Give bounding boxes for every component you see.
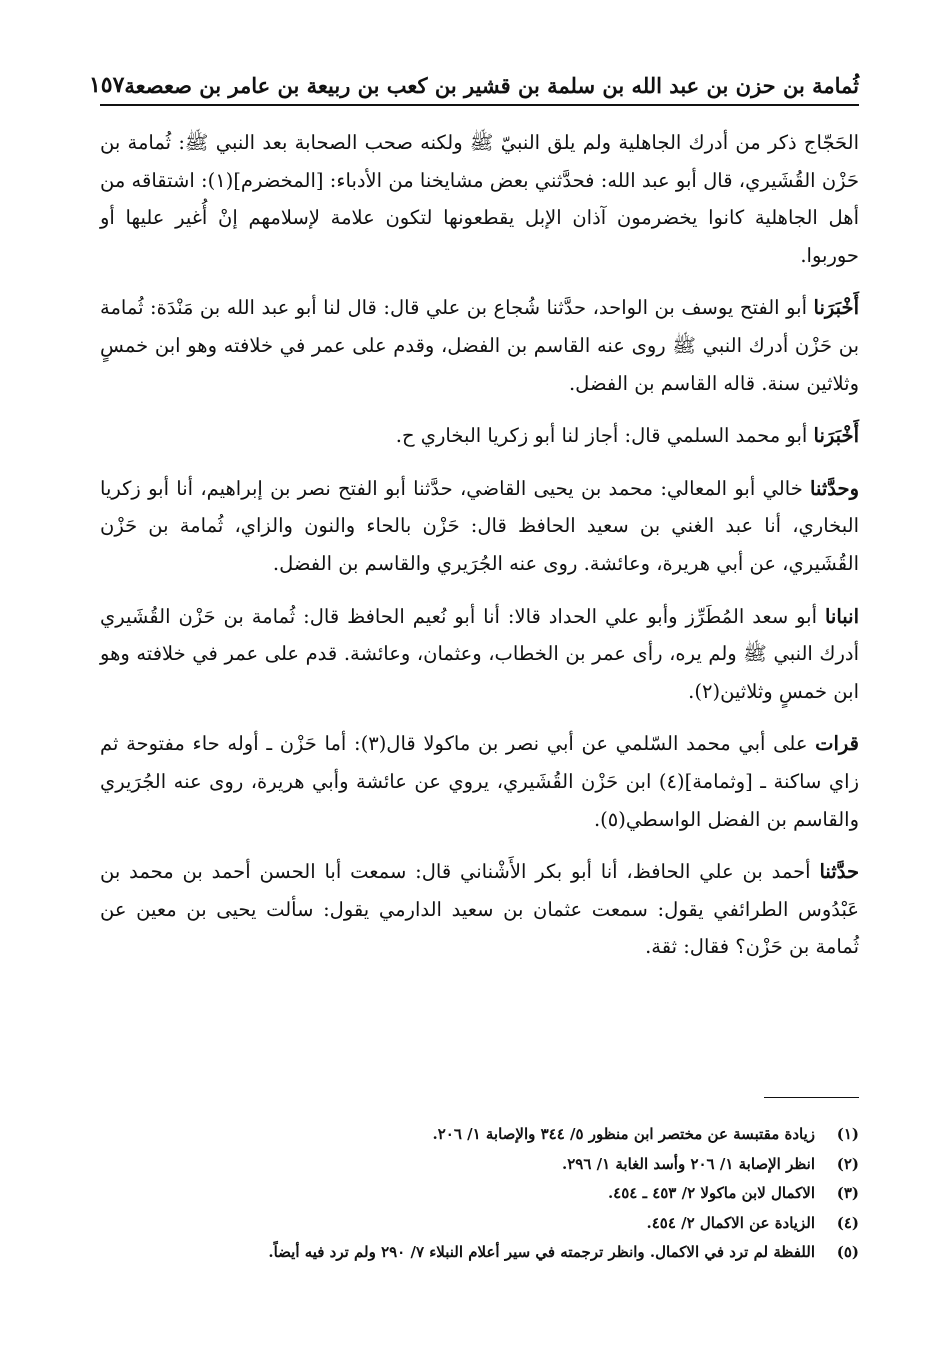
footnote-number: (١) bbox=[836, 1125, 859, 1143]
paragraph-text: خالي أبو المعالي: محمد بن يحيى القاضي، حدَّثنا أبو الفتح نصر بن إبراهيم، أنا أبو زكريا البخاري، أنا عبد الغني بن سعيد الحافظ قال: حَزْن بالحاء والنون والزاي، ثُمامة بن حَزْن القُشَيري، عن أبي هريرة، وعائشة. روى عنه الجُرَيري والقاسم بن الفضل. bbox=[100, 476, 859, 575]
footnote bbox=[100, 1120, 859, 1150]
paragraph-lead-word: أَخْبَرَنا bbox=[813, 296, 859, 320]
paragraph bbox=[100, 124, 859, 274]
footnote-text: زيادة مقتبسة عن مختصر ابن منظور ٥/ ٣٤٤ والإصابة ١/ ٢٠٦. bbox=[432, 1125, 815, 1143]
paragraph-lead-word: انبانا bbox=[824, 604, 859, 628]
paragraph bbox=[100, 853, 859, 966]
paragraph-lead-word: أَخْبَرَنا bbox=[813, 424, 859, 448]
paragraph bbox=[100, 289, 859, 402]
footnote bbox=[100, 1179, 859, 1209]
footnote bbox=[100, 1209, 859, 1239]
footnote-number: (٣) bbox=[836, 1184, 859, 1202]
footnote-number: (٢) bbox=[836, 1154, 859, 1173]
paragraph-lead-word: وحدَّثنا bbox=[810, 476, 859, 500]
paragraph-lead-word: قرات bbox=[815, 732, 859, 756]
page-number: ١٥٧ bbox=[88, 72, 125, 98]
paragraph bbox=[100, 470, 859, 583]
paragraph-text: على أبي محمد السّلمي عن أبي نصر بن ماكولا قال(٣): أما حَزْن ـ أوله حاء مفتوحة ثم زاي ساكنة ـ [وثمامة](٤) ابن حَزْن القُشَيري، يروي عن عائشة وأبي هريرة، روى عنه الجُرَيري والقاسم بن الفضل الواسطي(٥). bbox=[100, 732, 859, 831]
running-header bbox=[88, 58, 859, 98]
footnote-text: الاكمال لابن ماكولا ٢/ ٤٥٣ ـ ٤٥٤. bbox=[607, 1184, 815, 1202]
paragraph-text: أبو الفتح يوسف بن الواحد، حدَّثنا شُجاع بن علي قال: قال لنا أبو عبد الله بن مَنْدَة: ثُمامة بن حَزْن أدرك النبي ﷺ روى عنه القاسم بن الفضل، وقدم على عمر في خلافته وهو ابن خمسٍ وثلاثين سنة. قاله القاسم بن الفضل. bbox=[100, 296, 859, 395]
paragraph-text: أحمد بن علي الحافظ، أنا أبو بكر الأَشْناني قال: سمعت أبا الحسن أحمد بن محمد بن عَبْدُوس الطرائفي يقول: سمعت عثمان بن سعيد الدارمي يقول: سألت يحيى بن معين عن ثُمامة بن حَزْن؟ فقال: ثقة. bbox=[100, 860, 859, 959]
paragraph-text: الحَجّاج ذكر من أدرك الجاهلية ولم يلق النبيّ ﷺ ولكنه صحب الصحابة بعد النبي ﷺ: ثُمامة بن حَزْن القُشَيري، قال أبو عبد الله: فحدَّثني بعض مشايخنا من الأدباء: [المخضرم](١): اشتقاقه من أهل الجاهلية كانوا يخضرمون آذان الإبل يقطعونها لتكون علامة لإسلامهم إنْ أُغير عليها أو حوربوا. bbox=[100, 131, 859, 267]
footnote-text: الزيادة عن الاكمال ٢/ ٤٥٤. bbox=[646, 1213, 815, 1232]
footnote-separator bbox=[764, 1097, 859, 1098]
footnote-number: (٥) bbox=[836, 1243, 859, 1261]
paragraph-text: أبو سعد المُطَرِّز وأبو علي الحداد قالا: أنا أبو نُعيم الحافظ قال: ثُمامة بن حَزْن القُشَيري أدرك النبي ﷺ ولم يره، رأى عمر بن الخطاب، وعثمان، وعائشة. قدم على عمر في خلافته وهو ابن خمسٍ وثلاثين(٢). bbox=[100, 604, 859, 703]
header-rule bbox=[100, 104, 859, 106]
footnote-text: انظر الإصابة ١/ ٢٠٦ وأسد الغابة ١/ ٢٩٦. bbox=[561, 1154, 815, 1173]
running-title: ثُمامة بن حزن بن عبد الله بن سلمة بن قشير بن كعب بن ربيعة بن عامر بن صعصعة bbox=[124, 73, 859, 98]
footnote-number: (٤) bbox=[836, 1213, 859, 1232]
footnote bbox=[100, 1238, 859, 1268]
footnote bbox=[100, 1150, 859, 1180]
paragraph-text: أبو محمد السلمي قال: أجاز لنا أبو زكريا البخاري ح. bbox=[395, 424, 814, 448]
main-text bbox=[100, 124, 859, 981]
footnote-text: اللفظة لم ترد في الاكمال. وانظر ترجمته في سير أعلام النبلاء ٧/ ٢٩٠ ولم ترد فيه أيضاً. bbox=[268, 1243, 815, 1261]
paragraph-lead-word: حدَّثنا bbox=[819, 860, 859, 884]
paragraph bbox=[100, 417, 859, 455]
paragraph bbox=[100, 725, 859, 838]
paragraph bbox=[100, 598, 859, 711]
footnotes bbox=[100, 1120, 859, 1268]
